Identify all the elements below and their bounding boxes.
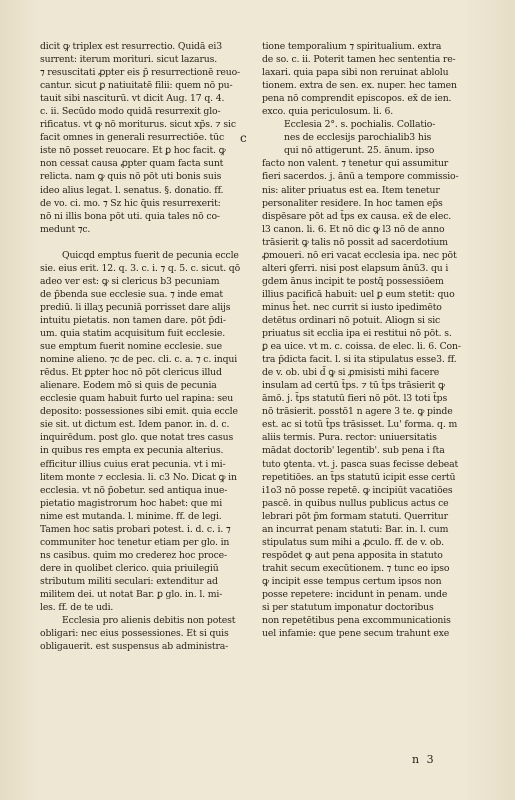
text-line: gdem ānus incipit te postq̄ possessiōem — [262, 275, 444, 287]
text-line: nomine alieno. ⁊c de pec. cli. c. a. ⁊ c. inqui — [40, 354, 238, 366]
text-line: de vo. ci. mo. ⁊ Sz hic q̄uis resurrexerit: — [40, 197, 221, 209]
text-line: ideo alius legat. l. senatus. §. donatio. ff. — [40, 184, 224, 196]
text-line: nō trāsierit. posstō1 n agere 3 te. ꝙ pinde — [262, 406, 453, 418]
text-line: mādat doctorib' legentib'. sub pena i ſta — [262, 445, 445, 457]
left-paragraph-1 — [40, 40, 252, 236]
text-line: repetitiōes. an t̄ps statutū icipit esse certū — [262, 471, 456, 483]
text-line: stipulatus sum mihi a ꝓculo. ff. de v. ob. — [262, 536, 444, 548]
text-line: c. ii. Secūdo modo quidā resurrexit glo- — [40, 106, 221, 118]
text-line: lebrari pōt p̄m formam statuti. Querritur — [262, 510, 448, 522]
text-line: de v. ob. ubi d̄ ꝙ si ꝓmisisti mihi facere — [262, 367, 440, 379]
text-line: ꝓmoueri. nō eri vacat ecclesia ipa. nec pōt — [262, 249, 457, 261]
text-line: Ecclesia pro alienis debitis non potest — [62, 615, 236, 627]
text-line: nis: aliter priuatus est ea. Item tenetur — [262, 184, 440, 196]
text-line: exco. quia periculosum. li. 6. — [262, 106, 394, 118]
text-line: cantur. sicut ꝑ natiuitatē filii: quem nō pu- — [40, 80, 233, 92]
text-line: dere in quolibet clerico. quia priuilegiū — [40, 562, 219, 574]
text-line: sue emptum fuerit nomine ecclesie. sue — [40, 341, 222, 353]
text-line: ecclesie quam habuit furto uel rapina: seu — [40, 393, 234, 405]
text-line: pascē. in quibus nullus publicus actus ce — [262, 497, 449, 509]
text-line: litem monte ⁊ ecclesia. li. c3 No. Dicat ꝙ in — [40, 471, 237, 483]
left-paragraph-2 — [40, 249, 252, 614]
text-line: de p̄benda sue ecclesie sua. ⁊ inde emat — [40, 288, 223, 300]
right-column — [240, 40, 480, 640]
text-line: respōdet ꝙ aut pena apposita in statuto — [262, 549, 443, 561]
text-line: tra p̄dicta facit. l. si ita stipulatus esse3. ff. — [262, 354, 457, 366]
text-line: militem dei. ut notat Bar. ꝑ glo. in. l. mi- — [40, 588, 223, 600]
text-line: ns casibus. quim mo crederez hoc proce- — [40, 549, 228, 561]
text-line: qui nō attigerunt. 25. ānum. ipso — [284, 145, 435, 157]
text-line: nes de ecclesijs parochialib3 his — [284, 132, 432, 144]
text-line: ⁊ resuscitati ꝓpter eis p̄ resurrectionē reuo- — [40, 67, 241, 79]
text-line: Tamen hoc satis probari potest. i. d. c. i. ⁊ — [40, 523, 231, 535]
text-line: alienare. Eodem mō si quis de pecunia — [40, 380, 217, 392]
text-line: ecclesia. vt nō p̄obetur. sed antiqua inue- — [40, 484, 228, 496]
text-line: rificatus. vt ꝙ nō moriturus. sicut xp̄s. ⁊ sic — [40, 119, 236, 131]
text-line: alteri ꝯferri. nisi post elapsum ānū3. qu i — [262, 262, 449, 274]
text-line: minus h̄et. nec currit si iusto ipedimēto — [262, 301, 442, 313]
text-line: sie. eius erit. 12. q. 3. c. i. ⁊ q. 5. c. sicut. qō — [40, 262, 241, 274]
text-line: trahit secum execūtionem. ⁊ tunc eo ipso — [262, 562, 450, 574]
text-line: trāsierit ꝙ talis nō possit ad sacerdotium — [262, 236, 448, 248]
text-line: tione temporalium ⁊ spiritualium. extra — [262, 41, 442, 52]
text-line: āmō. j. t̄ps statutū fieri nō pōt. l3 toti t̄ps — [262, 393, 448, 405]
text-line: tionem. extra de sen. ex. nuper. hec tamen — [262, 80, 457, 92]
text-line: les. ff. de te udi. — [40, 602, 114, 614]
text-line: deposito: possessiones sibi emit. quia eccle — [40, 406, 238, 418]
text-line: de so. c. ii. Poterit tamen hec sententia re- — [262, 54, 456, 66]
text-line: detētus ordinari nō potuit. Aliogn si sic — [262, 314, 441, 326]
text-line: um. quia statim acquisitum fuit ecclesie. — [40, 328, 226, 340]
text-line: laxari. quia papa sibi non reruinat ablolu — [262, 67, 449, 79]
text-line: medunt ⁊c. — [40, 223, 91, 235]
text-line: non repetētibus pena excommunicationis — [262, 615, 451, 627]
text-line: l3 canon. li. 6. Et nō dic ꝙ l3 nō de anno — [262, 223, 445, 235]
right-paragraph-2 — [240, 118, 480, 640]
text-line: fieri sacerdos. j. ānū a tempore commissio- — [262, 171, 459, 183]
text-line: pena nō comprendit episcopos. ex̄ de ien. — [262, 93, 452, 105]
text-line: adeo ver est: ꝙ si clericus b3 pecuniam — [40, 275, 220, 287]
left-paragraph-3 — [40, 614, 252, 653]
text-line: insulam ad certū t̄ps. ⁊ tū t̄ps trāsierit ꝙ — [262, 380, 445, 392]
text-line: posse repetere: incidunt in penam. unde — [262, 588, 448, 600]
text-line: efficitur illius cuius erat pecunia. vt i mi- — [40, 458, 226, 470]
text-line: obligauerit. est suspensus ab administra- — [40, 641, 229, 653]
text-line: illius pacificā habuit: uel ꝑ eum stetit: quo — [262, 288, 455, 300]
text-line: surrent: iterum morituri. sicut lazarus. — [40, 54, 218, 66]
text-line: Quicqd emptus fuerit de pecunia eccle — [62, 249, 239, 261]
text-line: ꝑ ea uice. vt m. c. coissa. de elec. li. 6. Con- — [262, 341, 461, 353]
text-line: stributum militi seculari: extenditur ad — [40, 575, 218, 587]
text-line: priuatus sit ecclia ipa ei restitui nō pōt. s. — [262, 328, 452, 340]
text-line: sie sit. ut dictum est. Idem panor. in. d. c. — [40, 419, 230, 431]
text-line: est. ac si totū t̄ps trāsisset. Lu' forma. q. m — [262, 419, 458, 431]
text-line: rēdus. Et ꝑpter hoc nō pōt clericus illud — [40, 367, 222, 379]
text-line: i1o3 nō posse repetē. ꝙ incipiūt vacatiōes — [262, 484, 453, 496]
text-line: dispēsare pōt ad t̄ps ex causa. ex̄ de elec. — [262, 210, 452, 222]
text-line: aliis termis. Pura. rector: uniuersitatis — [262, 432, 437, 444]
text-line: inquirēdum. post glo. que notat tres casus — [40, 432, 234, 444]
text-line: pietatio magistrorum hoc habet: que mi — [40, 497, 223, 509]
text-line: an incurrat penam statuti: Bar. in. l. cum — [262, 523, 449, 535]
text-line: personaliter residere. In hoc tamen ep̄s — [262, 197, 443, 209]
section-heading: Ecclesia 2°. s. pochialis. Collatio- — [284, 119, 436, 131]
text-line: tauit sibi nasciturū. vt dicit Aug. 17 q. 4. — [40, 93, 225, 105]
text-line: facit omnes in generali resurrectiōe. tūc — [40, 132, 225, 144]
text-line: uel infamie: que pene secum trahunt exe — [262, 628, 450, 640]
initial-letter: c — [240, 131, 247, 146]
text-line: ꝙ incipit esse tempus certum ipsos non — [262, 575, 442, 587]
text-line: si per statutum imponatur doctoribus — [262, 602, 434, 614]
text-line: communiter hoc tenetur etiam per glo. in — [40, 536, 230, 548]
text-line: nime est mutanda. l. minime. ff. de legi. — [40, 510, 222, 522]
text-line: tuto ꝯtenta. vt. j. pasca suas fecisse debeat — [262, 458, 459, 470]
text-line: prediū. li illaʒ pecuniā porrisset dare alijs — [40, 301, 231, 313]
text-line: in quibus res empta ex pecunia alterius. — [40, 445, 224, 457]
text-line: non cessat causa ꝓpter quam facta sunt — [40, 158, 224, 170]
text-line: facto non valent. ⁊ tenetur qui assumitur — [262, 158, 449, 170]
left-column — [40, 40, 252, 653]
signature-mark: n 3 — [412, 753, 436, 766]
text-line: nō ni illis bona pōt uti. quia tales nō co- — [40, 210, 220, 222]
text-line: intuitu pietatis. non tamen dare. pōt p̄di- — [40, 314, 226, 326]
text-line: relicta. nam ꝙ quis nō pōt uti bonis suis — [40, 171, 222, 183]
text-line: iste nō posset reuocare. Et ꝑ hoc facit. ꝙ — [40, 145, 226, 157]
text-line: obligari: nec eius possessiones. Et si quis — [40, 628, 229, 640]
text-line: dicit ꝙ triplex est resurrectio. Quidā ei3 — [40, 41, 222, 52]
right-paragraph-1 — [262, 40, 480, 118]
